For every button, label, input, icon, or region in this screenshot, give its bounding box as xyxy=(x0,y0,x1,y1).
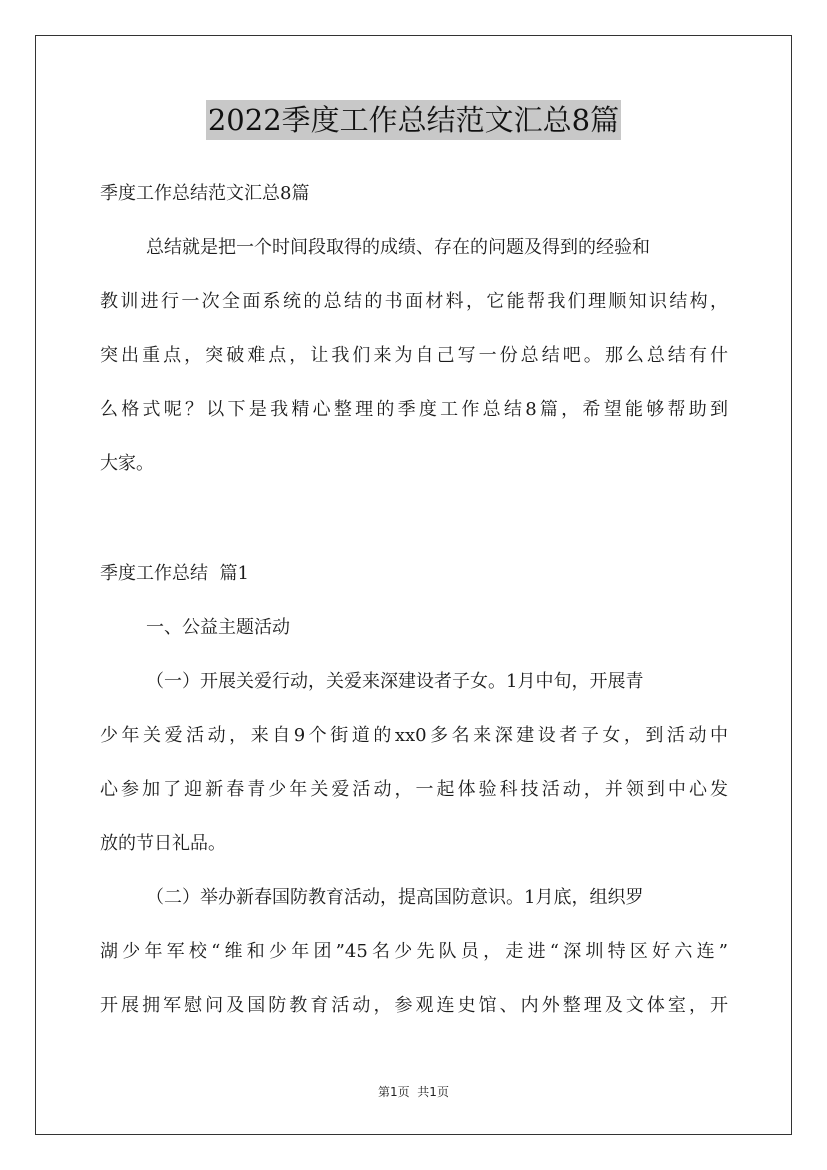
page-number-footer: 第1页 共1页 xyxy=(378,1085,449,1099)
section-heading: 季度工作总结 篇1 xyxy=(100,563,249,584)
para1-line-4: 放的节日礼品。 xyxy=(100,833,226,854)
para1-line-2: 少年关爱活动，来自9个街道的xx0多名来深建设者子女，到活动中 xyxy=(100,725,728,746)
sub-heading: 一、公益主题活动 xyxy=(146,617,290,638)
subtitle: 季度工作总结范文汇总8篇 xyxy=(100,183,310,204)
para1-line-1: （一）开展关爱行动，关爱来深建设者子女。1月中旬，开展青 xyxy=(146,671,644,692)
para1-line-3: 心参加了迎新春青少年关爱活动，一起体验科技活动，并领到中心发 xyxy=(100,779,728,800)
intro-line-5: 大家。 xyxy=(100,453,154,474)
para2-line-3: 开展拥军慰问及国防教育活动，参观连史馆、内外整理及文体室，开 xyxy=(100,995,728,1016)
title-container xyxy=(0,100,827,140)
intro-line-2: 教训进行一次全面系统的总结的书面材料，它能帮我们理顺知识结构， xyxy=(100,291,728,312)
intro-line-4: 么格式呢？以下是我精心整理的季度工作总结8篇，希望能够帮助到 xyxy=(100,399,728,420)
para2-line-2: 湖少年军校“维和少年团”45名少先队员，走进“深圳特区好六连” xyxy=(100,941,728,962)
intro-line-3: 突出重点，突破难点，让我们来为自己写一份总结吧。那么总结有什 xyxy=(100,345,728,366)
para2-line-1: （二）举办新春国防教育活动，提高国防意识。1月底，组织罗 xyxy=(146,887,644,908)
document-title: 2022季度工作总结范文汇总8篇 xyxy=(206,100,621,140)
intro-line-1: 总结就是把一个时间段取得的成绩、存在的问题及得到的经验和 xyxy=(146,237,650,258)
